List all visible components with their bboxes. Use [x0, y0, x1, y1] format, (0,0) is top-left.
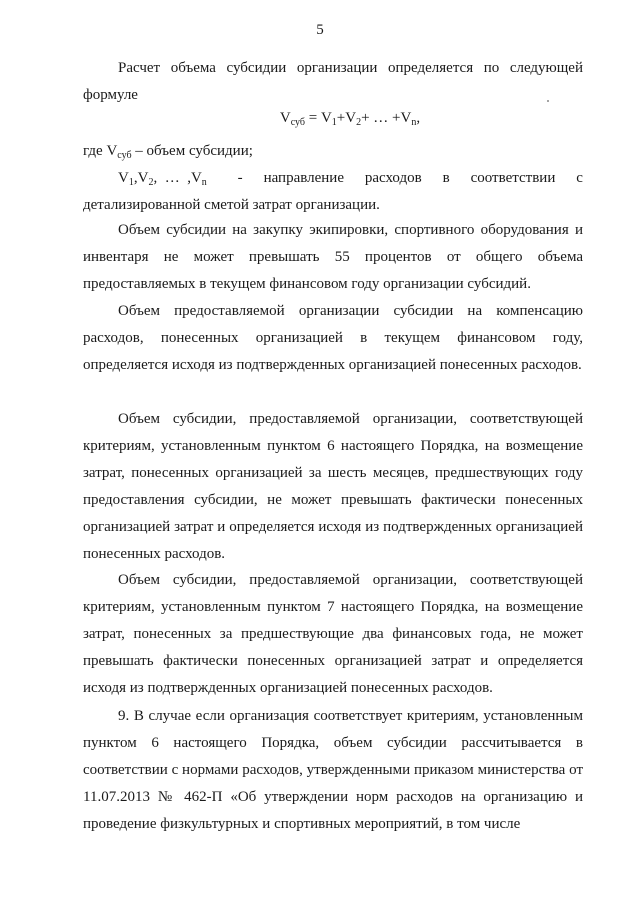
formula-tn-sub: n: [411, 117, 417, 128]
formula: [0, 110, 640, 127]
paragraph-text: Объем субсидии на закупку экипировки, спортивного оборудования и инвентаря не может превышать 55 процентов от общего объема предоставляемых в текущем финансовом году организации субсидий.: [83, 222, 583, 292]
where-prefix: где V: [83, 143, 118, 159]
formula-eq: = V: [305, 110, 332, 126]
paragraph-item-9: [83, 703, 583, 838]
formula-t1-sub: 1: [331, 117, 337, 128]
where-suffix: – объем субсидии;: [131, 143, 253, 159]
paragraph-equipment: [83, 217, 583, 298]
paragraph-text: Объем субсидии, предоставляемой организации, соответствующей критериям, установленным пунктом 6 настоящего Порядка, на возмещение затрат, понесенных организацией за шесть месяцев, предшествующих году предоставления субсидии, не может превышать фактически понесенных организацией затрат и определяется исходя из подтвержденных организацией понесенных расходов.: [83, 411, 583, 562]
formula-lhs-sub: суб: [290, 117, 305, 128]
paragraph-point-6: [83, 406, 583, 568]
formula-plus1: +V: [336, 110, 357, 126]
where-sub: суб: [117, 150, 132, 161]
directions-word-1: направление: [263, 170, 344, 186]
formula-t2-sub: 2: [356, 117, 362, 128]
paragraph-text: Объем предоставляемой организации субсидии на компенсацию расходов, понесенных организацией в текущем финансовом году, определяется исходя из подтвержденных организацией понесенных расходов.: [83, 303, 583, 373]
intro-text: Расчет объема субсидии организации определяется по следующей формуле: [83, 60, 583, 103]
intro-paragraph: [83, 55, 583, 109]
paragraph-compensation: [83, 298, 583, 379]
formula-plus2: + … +V: [361, 110, 412, 126]
paragraph-text: Объем субсидии, предоставляемой организации, соответствующей критериям, установленным пунктом 7 настоящего Порядка, на возмещение затрат, понесенных за предшествующие два финансовых года, не может превышать фактически понесенных организацией затрат и определяется исходя из подтвержденных организацией понесенных расходов.: [83, 572, 583, 696]
page-number: 5: [316, 22, 324, 38]
directions-continuation: детализированной сметой затрат организации.: [83, 197, 380, 213]
formula-tail: ,: [416, 110, 421, 126]
directions-definition: [118, 165, 583, 192]
where-definition: [83, 138, 253, 165]
paragraph-text: 9. В случае если организация соответствует критериям, установленным пунктом 6 настоящего Порядка, объем субсидии рассчитывается в соответствии с нормами расходов, утвержденными приказом министерства от 11.07.2013 № 462-П «Об утверждении норм расходов на организацию и проведение физкультурных и спортивных мероприятий, в том числе: [83, 708, 583, 832]
directions-word-2: расходов: [364, 170, 422, 186]
formula-lhs: V: [279, 110, 291, 126]
directions-dash: -: [237, 170, 243, 186]
directions-word-3: в: [442, 170, 450, 186]
paragraph-point-7: [83, 567, 583, 702]
directions-vars: $V_1,V_2$, … $,V_n$: [118, 170, 207, 188]
directions-word-4: соответствии: [470, 170, 556, 186]
scan-speck: [547, 100, 549, 102]
directions-word-5: с: [576, 170, 583, 186]
